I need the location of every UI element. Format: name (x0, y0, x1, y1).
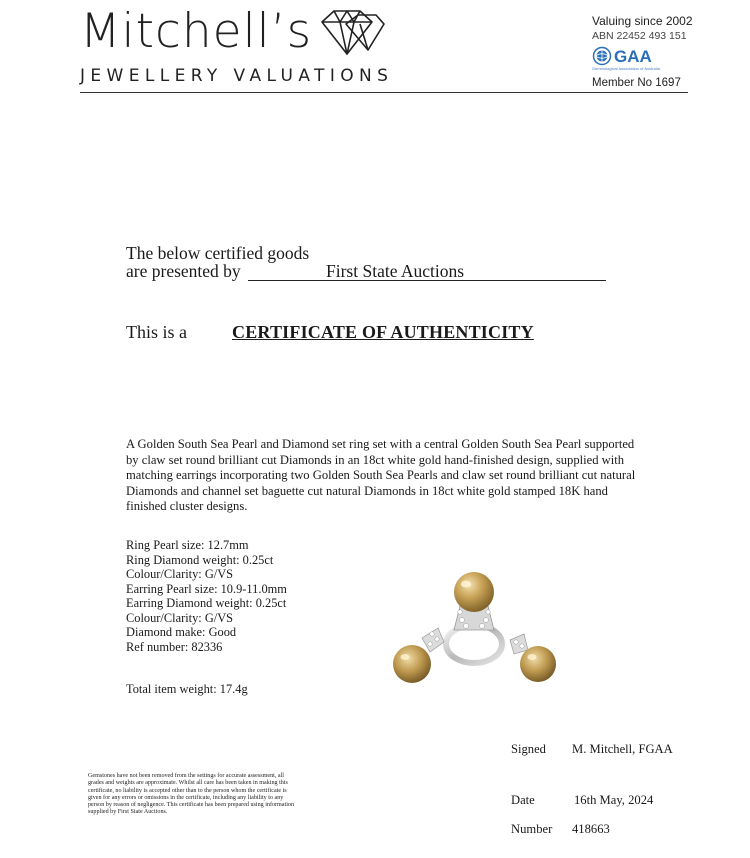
certificate-prefix: This is a (126, 322, 187, 342)
presenter-field (248, 261, 606, 281)
gaa-label: GAA (614, 47, 652, 66)
spec-item: Ring Pearl size: 12.7mm (126, 538, 249, 552)
brand-name: Mitchell’s (80, 4, 313, 59)
spec-item: Ring Diamond weight: 0.25ct (126, 552, 274, 567)
item-description: A Golden South Sea Pearl and Diamond set ring set with a central Golden South Sea Pearl supported by claw set round brilliant cut Diamonds in an 18ct white gold hand-finished design, supplied with matching earrings incorporating two Golden South Sea Pearls and claw set round brilliant cut natural Diamonds and channel set baguette cut natural Diamonds in 18ct white gold stamped 18K hand finished cluster designs. (126, 437, 636, 514)
ring (446, 572, 502, 663)
spec-list (126, 538, 287, 654)
jewellery-photo (382, 568, 562, 693)
signed-label: Signed (511, 742, 546, 756)
diamond-logo-icon (316, 8, 386, 58)
right-earring (510, 634, 556, 682)
spec-item: Colour/Clarity: G/VS (126, 610, 234, 625)
signed-value: M. Mitchell, FGAA (572, 742, 673, 756)
valuing-since: Valuing since 2002 (592, 14, 693, 28)
abn-number: ABN 22452 493 151 (592, 30, 687, 42)
gaa-subtitle: Gemmological Association of Australia (592, 66, 660, 71)
spec-item: Earring Pearl size: 10.9-11.0mm (126, 581, 287, 596)
disclaimer: Gemstones have not been removed from the settings for accurate assessment, all grades and weights are approximate. Whilst all care has been taken in making this certificate, no liability is accepted other than to the person whom the certificate is given for any errors or omissions in the certificate, including any liability to any person by reason of negligence. This certificate has been prepared using information supplied by First State Auctions. (88, 773, 294, 816)
presenter-name: First State Auctions (326, 261, 465, 281)
certificate-title: CERTIFICATE OF AUTHENTICITY (232, 322, 534, 342)
header-divider (80, 92, 688, 93)
tagline: JEWELLERY VALUATIONS (80, 66, 394, 86)
presentation-line-2: are presented by (126, 261, 241, 281)
member-number: Member No 1697 (592, 77, 681, 89)
gaa-globe-icon (592, 46, 612, 66)
number-value: 418663 (572, 822, 610, 836)
spec-item: Earring Diamond weight: 0.25ct (126, 596, 287, 610)
left-earring (393, 628, 444, 683)
date-value: 16th May, 2024 (574, 793, 654, 807)
spec-item: Diamond make: Good (126, 625, 237, 639)
spec-item: Colour/Clarity: G/VS (126, 567, 234, 581)
spec-item: Ref number: 82336 (126, 639, 223, 654)
number-label: Number (511, 822, 553, 836)
date-label: Date (511, 793, 535, 807)
total-weight: Total item weight: 17.4g (126, 682, 248, 696)
presentation-line-1: The below certified goods (126, 243, 310, 263)
